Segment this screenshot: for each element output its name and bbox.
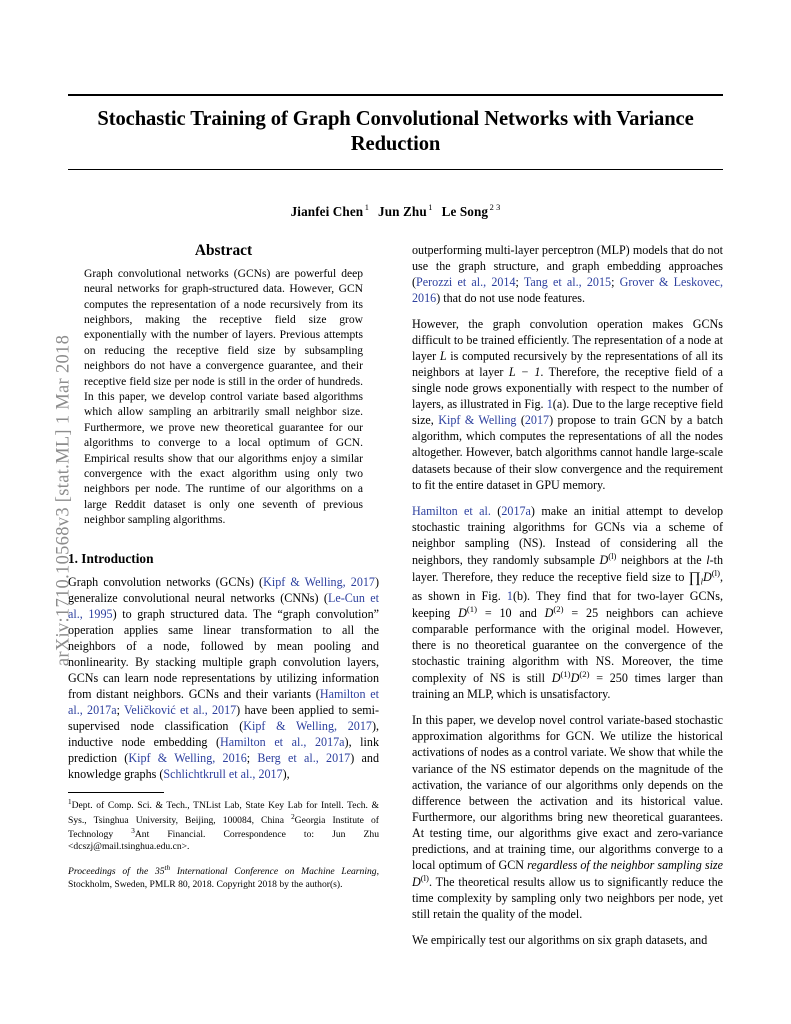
citation-link[interactable]: Kipf & Welling, 2017 bbox=[243, 718, 372, 733]
paper-page bbox=[68, 0, 723, 1024]
text-run: Proceedings of the 35 bbox=[68, 866, 165, 878]
math-superscript: (2) bbox=[553, 603, 564, 614]
footnote-affiliations bbox=[68, 798, 379, 853]
text-run: ) make an initial attempt to develop stochastic training algorithms for GCNs via a scheme of neighbor sampling (NS). Instead of considering all the neighbors, they randomly subsample bbox=[412, 504, 723, 568]
title-rule-bottom bbox=[68, 169, 723, 170]
citation-link[interactable]: Hamilton et al. bbox=[412, 504, 491, 519]
math-product-operator: ∏ bbox=[688, 570, 701, 587]
abstract-heading: Abstract bbox=[194, 241, 253, 259]
right-paragraph-2 bbox=[412, 316, 723, 492]
proceedings-notice bbox=[68, 864, 379, 890]
text-run: ) and knowledge graphs ( bbox=[68, 750, 379, 781]
author-affiliation-marker: 2 3 bbox=[489, 203, 501, 213]
right-column bbox=[412, 242, 723, 948]
author-list bbox=[68, 203, 723, 219]
right-paragraph-3 bbox=[412, 503, 723, 702]
text-run: ), inductive node embedding ( bbox=[68, 718, 380, 749]
right-paragraph-4 bbox=[412, 712, 723, 921]
right-paragraph-1 bbox=[412, 242, 723, 306]
author-affiliation-marker: 1 bbox=[364, 203, 370, 213]
math-superscript: (1) bbox=[560, 668, 571, 679]
text-run: ), link prediction ( bbox=[68, 734, 379, 765]
text-run: and bbox=[511, 605, 545, 620]
text-run: ), bbox=[282, 766, 290, 781]
text-run: ; bbox=[116, 702, 124, 717]
citation-link[interactable]: Kipf & Welling, 2016 bbox=[128, 750, 247, 765]
text-run: , Stockholm, Sweden, PMLR 80, 2018. Copyright 2018 by the author(s). bbox=[68, 866, 379, 890]
intro-paragraph-1 bbox=[68, 574, 379, 782]
math-symbol: D bbox=[570, 670, 580, 685]
citation-link[interactable]: Perozzi et al., 2014 bbox=[416, 274, 516, 289]
citation-link[interactable]: Berg et al., 2017 bbox=[257, 750, 351, 765]
author-name: Jun Zhu bbox=[378, 203, 427, 219]
author-entry bbox=[378, 204, 433, 219]
right-paragraph-5: We empirically test our algorithms on six graph datasets, and bbox=[412, 933, 708, 948]
text-run: , as shown in Fig. bbox=[412, 570, 723, 603]
text-run: neighbors can achieve comparable performance with the original model. However, there is no theoretical guarantee on the convergence of the stochastic training algorithm with NS. Moreover, the time complexity of NS is still bbox=[412, 605, 723, 685]
left-column bbox=[68, 242, 379, 948]
text-run: Dept. of Comp. Sci. & Tech., TNList Lab, State Key Lab for Intell. Tech. & Sys., Tsinghua University, Beijing, 100084, China bbox=[68, 800, 379, 826]
text-run: times larger than training an MLP, which is unsatisfactory. bbox=[412, 670, 723, 701]
arxiv-stamp: arXiv:1710.10568v3 [stat.ML] 1 Mar 2018 bbox=[53, 334, 74, 667]
author-name: Le Song bbox=[441, 203, 489, 219]
citation-link[interactable]: Tang et al., 2015 bbox=[523, 274, 612, 289]
author-entry bbox=[442, 204, 501, 219]
math-symbol: D bbox=[458, 605, 467, 620]
math-superscript: (1) bbox=[466, 603, 477, 614]
text-run: outperforming multi-layer perceptron (MLP) models that do not use the graph structure, and graph embedding approaches ( bbox=[412, 242, 723, 289]
text-run: ) to graph structured data. The “graph convolution” operation applies same linear transformation to all the neighbors of a node, followed by mean pooling and nonlinearity. By stacking multiple graph convolution layers, GCNs can learn node representations by utilizing information from distant neighbors. GCNs and their variants ( bbox=[68, 606, 379, 701]
math-expression: L − 1 bbox=[508, 365, 541, 380]
text-run: ) generalize convolutional neural networks (CNNs) ( bbox=[68, 574, 379, 605]
author-affiliation-marker: 1 bbox=[428, 203, 433, 213]
abstract-text: Graph convolutional networks (GCNs) are powerful deep neural networks for graph-structured data. However, GCN computes the representation of a node recursively from its neighbors, making the receptive field size grow exponentially with the number of layers. Previous attempts on reducing the receptive field size by subsampling neighbors do not have a convergence guarantee, and their receptive field size per node is still in the order of hundreds. In this paper, we develop control variate based algorithms which allow sampling an arbitrarily small neighbor size. Furthermore, we prove new theoretical guarantee for our algorithms to converge to a local optimum of GCN. Empirical results show that our algorithms enjoy a similar convergence with the exact algorithm using only two neighbors per node. The runtime of our algorithms on a large Reddit dataset is only one seventh of previous neighbor sampling algorithms. bbox=[84, 267, 363, 527]
math-symbol: l bbox=[706, 553, 710, 568]
footnote-marker: 1 bbox=[68, 798, 72, 807]
text-run: neighbors at the bbox=[616, 553, 707, 568]
text-run: Georgia Institute of Technology bbox=[68, 814, 379, 841]
citation-link[interactable]: Kipf & Welling, 2017 bbox=[263, 574, 375, 589]
text-run: In this paper, we develop novel control variate-based stochastic approximation algorithms for GCN. We utilize the historical activations of nodes as a control variate. We show that while the variance of the NS estimator depends on the magnitude of the activation, the variance of our algorithms only depends on the difference between the activation and its historical value. Furthermore, our algorithms bring new theoretical guarantees. At testing time, our algorithms give exact and zero-variance predictions, and at training time, our algorithms converge to a local optimum of GCN bbox=[412, 713, 723, 872]
citation-link[interactable]: 2017a bbox=[501, 504, 531, 519]
title-rule-top bbox=[68, 94, 723, 96]
text-run: ) have been applied to semi-supervised node classification ( bbox=[68, 702, 379, 733]
text-run: (a). Due to the large receptive field size, bbox=[412, 397, 723, 428]
text-run: International Conference on Machine Learning bbox=[170, 866, 377, 878]
text-run: ; bbox=[515, 274, 524, 289]
math-symbol: D bbox=[551, 670, 561, 685]
figure-reference-link[interactable]: 1 bbox=[506, 588, 513, 603]
two-column-body bbox=[68, 242, 723, 948]
math-superscript: (l) bbox=[711, 568, 720, 579]
text-run: . Therefore, the receptive field of a single node grows exponentially with respect to the number of layers, as illustrated in Fig. bbox=[412, 365, 724, 412]
text-run: is computed recursively by the representations of all its neighbors at layer bbox=[412, 349, 723, 380]
math-value: = 250 bbox=[589, 670, 628, 685]
math-symbol: D bbox=[599, 553, 609, 568]
citation-link[interactable]: Grover & Leskovec, 2016 bbox=[412, 274, 723, 305]
section-heading-introduction: 1. Introduction bbox=[68, 550, 154, 566]
citation-link[interactable]: 2017 bbox=[524, 413, 550, 428]
emphasis-text: regardless of the neighbor sampling size bbox=[527, 857, 723, 872]
text-run: However, the graph convolution operation makes GCNs difficult to be trained efficiently. The representation of a node at layer bbox=[412, 317, 723, 364]
text-run: Graph convolution networks (GCNs) ( bbox=[68, 574, 264, 589]
text-run: ( bbox=[516, 413, 525, 428]
citation-link[interactable]: Hamilton et al., 2017a bbox=[220, 734, 345, 749]
citation-link[interactable]: Hamilton et al., 2017a bbox=[68, 686, 379, 717]
math-value: = 25 bbox=[563, 605, 599, 620]
text-run: ; bbox=[611, 274, 620, 289]
text-run: -th layer. Therefore, they reduce the receptive field size to bbox=[412, 553, 724, 585]
citation-link[interactable]: Schlichtkrull et al., 2017 bbox=[163, 766, 283, 781]
footnote-marker: 3 bbox=[131, 826, 135, 835]
citation-link[interactable]: Veličković et al., 2017 bbox=[124, 702, 237, 717]
author-name: Jianfei Chen bbox=[290, 203, 364, 219]
math-superscript: (l) bbox=[608, 551, 617, 562]
math-symbol: D bbox=[703, 570, 712, 585]
text-run: . The theoretical results allow us to significantly reduce the time complexity by sampling only two neighbors per node, yet still retain the quality of the model. bbox=[412, 874, 723, 921]
citation-link[interactable]: Kipf & Welling bbox=[438, 413, 517, 428]
math-symbol: D bbox=[544, 605, 554, 620]
text-run: ; bbox=[246, 750, 258, 765]
page-title: Stochastic Training of Graph Convolutional Networks with Variance Reduction bbox=[97, 108, 694, 155]
footnote-marker: 2 bbox=[291, 812, 295, 821]
math-subscript: l bbox=[700, 576, 704, 587]
ordinal-suffix: th bbox=[164, 864, 171, 873]
math-superscript: (2) bbox=[579, 668, 590, 679]
footnote-separator-rule bbox=[68, 792, 164, 793]
text-run: (b). They find that for two-layer GCNs, keeping bbox=[412, 588, 724, 620]
text-run: ) that do not use node features. bbox=[436, 290, 585, 305]
text-run: Ant Financial. Correspondence to: Jun Zhu <dcszj@mail.tsinghua.edu.cn>. bbox=[68, 829, 379, 853]
author-entry bbox=[291, 204, 369, 219]
text-run: ) propose to train GCN by a batch algorithm, which computes the representations of all the nodes altogether. However, batch algorithms cannot handle large-scale datasets because of their slow convergence and the requirement to fit the entire dataset in GPU memory. bbox=[412, 413, 724, 492]
figure-reference-link[interactable]: 1 bbox=[546, 397, 553, 412]
citation-link[interactable]: Le-Cun et al., 1995 bbox=[68, 590, 379, 621]
math-symbol: D bbox=[412, 874, 421, 889]
math-symbol: L bbox=[439, 349, 447, 364]
math-value: = 10 bbox=[477, 605, 512, 620]
text-run: ( bbox=[490, 504, 502, 519]
math-superscript: (l) bbox=[420, 872, 429, 883]
